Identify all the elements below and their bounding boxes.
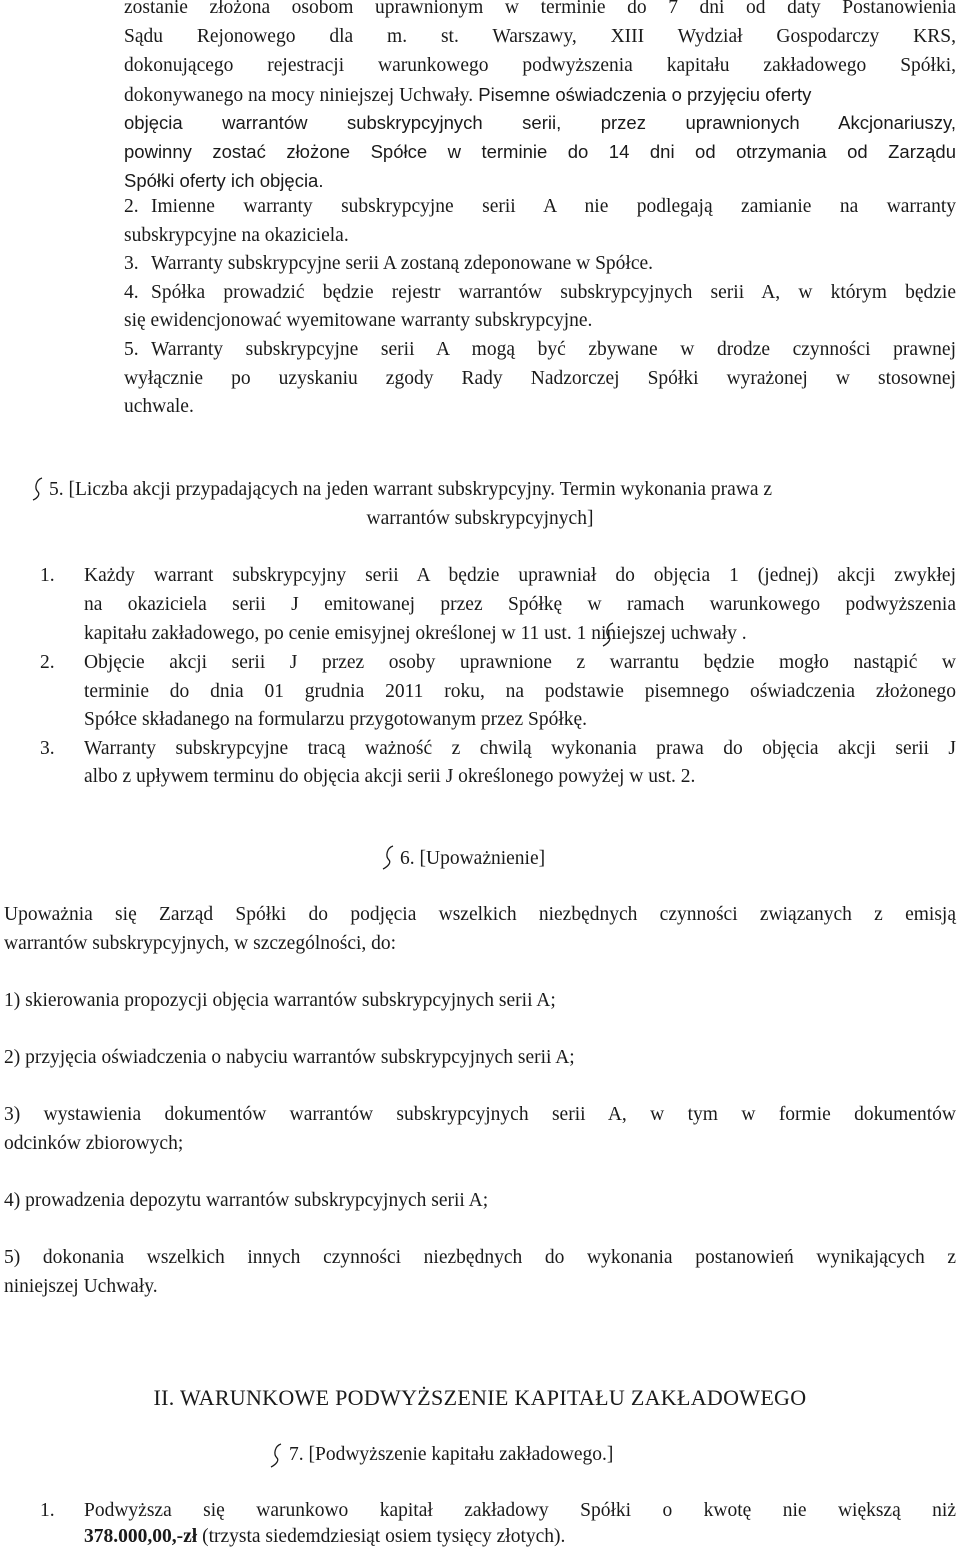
list-item-line: 2) przyjęcia oświadczenia o nabyciu warrantów subskrypcyjnych serii A; [4, 1047, 575, 1068]
list-number: 5. [124, 339, 139, 360]
list-item-line: Objęcie akcji serii J przez osoby uprawnione z warrantu będzie mogło nastąpić w [84, 652, 956, 673]
list-item-line: 5) dokonania wszelkich innych czynności niezbędnych do wykonania postanowień wynikających z [4, 1247, 956, 1268]
paragraph-line: zostanie złożona osobom uprawnionym w terminie do 7 dni od daty Postanowienia [124, 0, 956, 18]
list-item-line: Warranty subskrypcyjne tracą ważność z chwilą wykonania prawa do objęcia akcji serii J [84, 738, 956, 759]
amount-words: (trzysta siedemdziesiąt osiem tysięcy złotych). [197, 1526, 566, 1547]
list-item-line: 4) prowadzenia depozytu warrantów subskrypcyjnych serii A; [4, 1190, 489, 1211]
list-item-line: subskrypcyjne na okaziciela. [124, 225, 349, 246]
list-item-line: Spółka prowadzić będzie rejestr warrantów subskrypcyjnych serii A, w którym będzie [151, 282, 956, 303]
list-item-line: niniejszej Uchwały. [4, 1276, 158, 1297]
list-number: 4. [124, 282, 139, 303]
list-number: 3. [40, 738, 55, 759]
section-sign-icon [268, 1441, 284, 1469]
paragraph-line: powinny zostać złożone Spółce w terminie do 14 dni od otrzymania od Zarządu [124, 141, 956, 162]
paragraph-line: dokonującego rejestracji warunkowego podwyższenia kapitału zakładowego Spółki, [124, 55, 956, 76]
paragraph-text-sans: Pisemne oświadczenia o przyjęciu oferty [473, 84, 812, 105]
paragraph-text-serif: dokonywanego na mocy niniejszej Uchwały. [124, 85, 474, 106]
list-item-line: Warranty subskrypcyjne serii A zostaną zdeponowane w Spółce. [151, 253, 654, 274]
list-item-line: na okaziciela serii J emitowanej przez Spółkę w ramach warunkowego podwyższenia [84, 594, 956, 615]
paragraph-line: Sądu Rejonowego dla m. st. Warszawy, XIII Wydział Gospodarczy KRS, [124, 26, 956, 47]
section-sign-icon [380, 843, 396, 871]
list-item-line: Spółce składanego na formularzu przygotowanym przez Spółkę. [84, 709, 588, 730]
paragraph-line: Upoważnia się Zarząd Spółki do podjęcia wszelkich niezbędnych czynności związanych z emisją [4, 904, 956, 925]
list-number: 3. [124, 253, 139, 274]
section-heading: 5. [Liczba akcji przypadających na jeden warrant subskrypcyjny. Termin wykonania prawa z [49, 479, 773, 500]
list-number: 1. [40, 1500, 55, 1521]
section-sign-icon [600, 620, 616, 648]
list-item-line: wyłącznie po uzyskaniu zgody Rady Nadzorczej Spółki wyrażonej w stosownej [124, 368, 956, 389]
paragraph-line: objęcia warrantów subskrypcyjnych serii, przez uprawnionych Akcjonariuszy, [124, 112, 956, 133]
list-item-line: odcinków zbiorowych; [4, 1133, 184, 1154]
paragraph-line: warrantów subskrypcyjnych, w szczególności, do: [4, 933, 397, 954]
list-item-line: Każdy warrant subskrypcyjny serii A będzie uprawniał do objęcia 1 (jednej) akcji zwykłej [84, 565, 956, 586]
list-number: 2. [124, 196, 139, 217]
list-item-line: Podwyższa się warunkowo kapitał zakładowy Spółki o kwotę nie większą niż [84, 1500, 956, 1521]
part-title: II. WARUNKOWE PODWYŻSZENIE KAPITAŁU ZAKŁADOWEGO [153, 1385, 807, 1410]
section-heading: 6. [Upoważnienie] [400, 848, 546, 869]
list-item-line: 3) wystawienia dokumentów warrantów subskrypcyjnych serii A, w tym w formie dokumentów [4, 1104, 956, 1125]
section-sign-icon [30, 476, 46, 502]
amount-text: 378.000,00,-zł [84, 1526, 198, 1547]
list-item-line: Warranty subskrypcyjne serii A mogą być zbywane w drodze czynności prawnej [151, 339, 956, 360]
list-item-line-mixed [84, 1523, 956, 1551]
list-item-line: kapitału zakładowego, po cenie emisyjnej określonej w 11 ust. 1 niniejszej uchwały . [84, 623, 747, 644]
section-heading-line2: warrantów subskrypcyjnych] [366, 508, 594, 529]
list-item-line: się ewidencjonować wyemitowane warranty subskrypcyjne. [124, 310, 593, 331]
list-number: 1. [40, 565, 55, 586]
paragraph-line: Spółki oferty ich objęcia. [124, 170, 324, 191]
list-item-line: 1) skierowania propozycji objęcia warrantów subskrypcyjnych serii A; [4, 990, 556, 1011]
list-number: 2. [40, 652, 55, 673]
paragraph-line-mixed [124, 81, 956, 110]
list-item-line: albo z upływem terminu do objęcia akcji serii J określonego powyżej w ust. 2. [84, 766, 696, 787]
section-heading: 7. [Podwyższenie kapitału zakładowego.] [289, 1444, 614, 1465]
list-item-line: uchwale. [124, 396, 194, 417]
list-item-line: terminie do dnia 01 grudnia 2011 roku, na podstawie pisemnego oświadczenia złożonego [84, 681, 956, 702]
list-item-line: Imienne warranty subskrypcyjne serii A nie podlegają zamianie na warranty [151, 196, 956, 217]
